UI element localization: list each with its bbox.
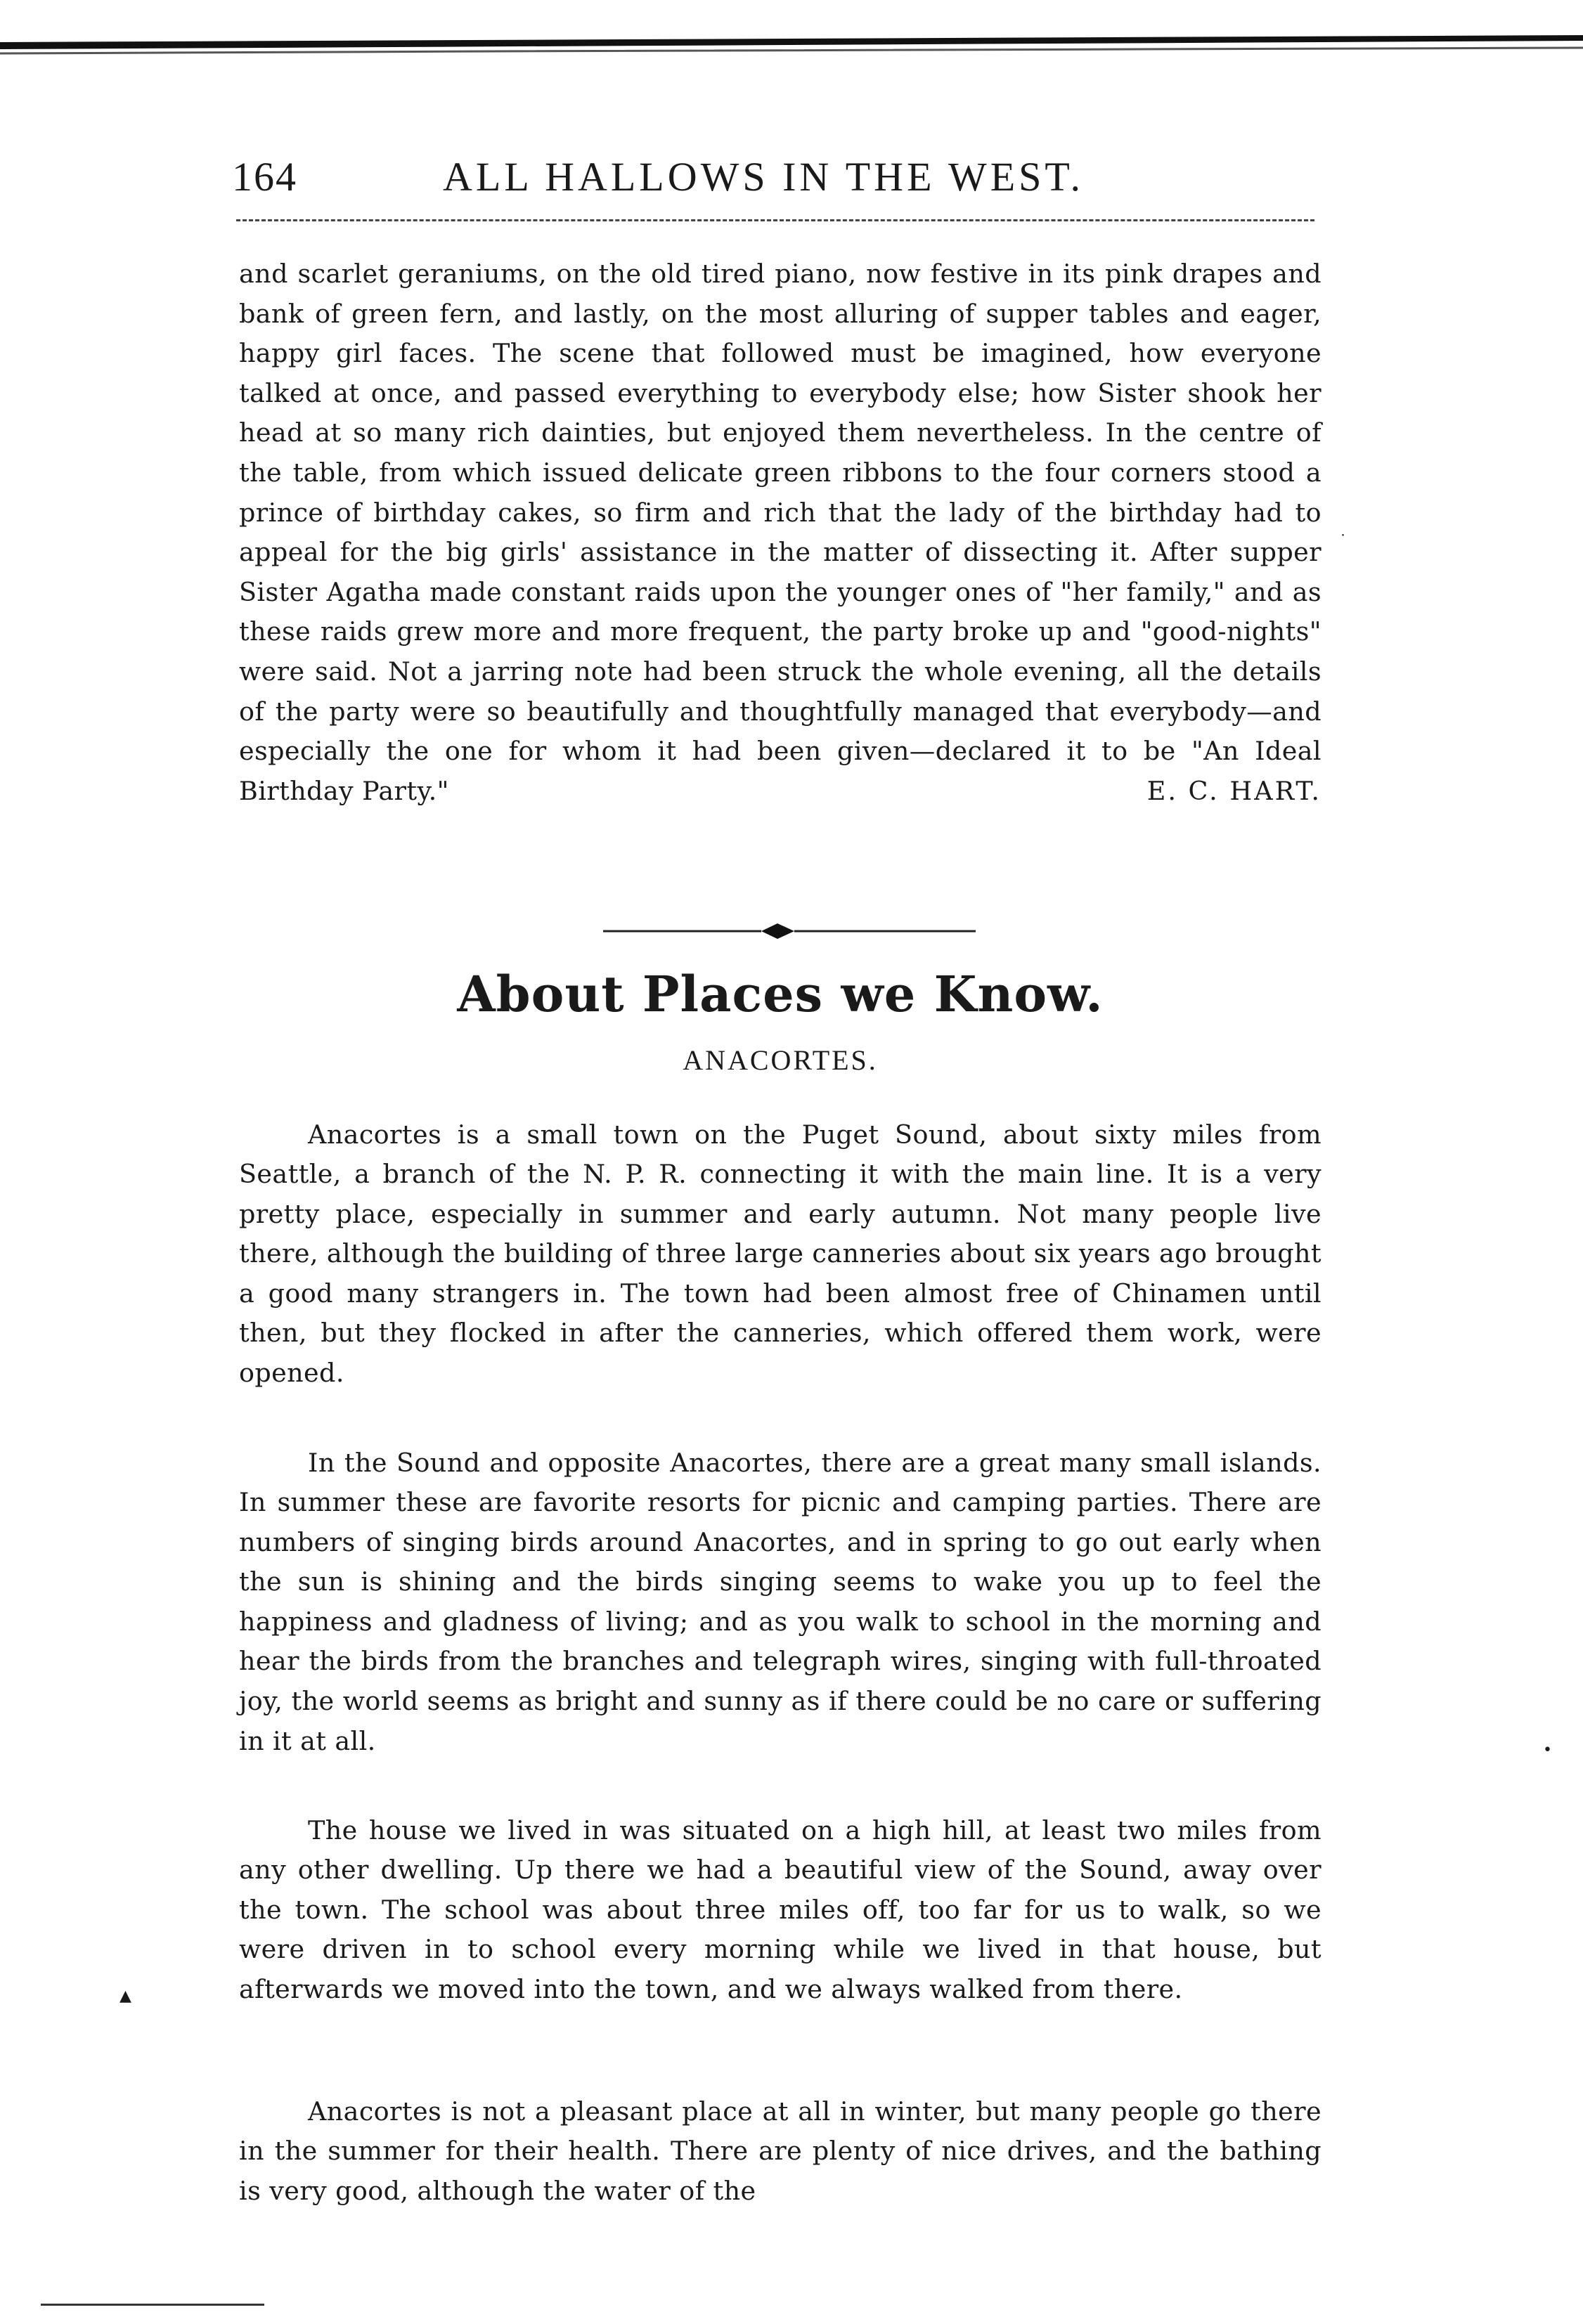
page-number: 164 [232, 154, 297, 200]
anacortes-paragraph-3: The house we lived in was situated on a high hill, at least two miles from any other dwelling. Up there we had a beautiful view of the Sound, away over the town. The school was about three miles off, too far for us to walk, so we were driven in to school every morning while we lived in that house, but afterwards we moved into the town, and we always walked from there. [239, 1815, 1322, 2004]
section-heading: About Places we Know. [457, 965, 1104, 1023]
continued-article-text: and scarlet geraniums, on the old tired piano, now festive in its pink drapes and bank of green fern, and lastly, on the most alluring of supper tables and eager, happy girl faces. The scene that followed must be imagined, how everyone talked at once, and passed everything to everybody else; how Sister shook her head at so many rich dainties, but enjoyed them nevertheless. In the centre of the table, from which issued delicate green ribbons to the four corners stood a prince of birthday cakes, so firm and rich that the lady of the birthday had to appeal for the big girls' assistance in the matter of dissecting it. After supper Sister Agatha made constant raids upon the younger ones of "her family," and as these raids grew more and more frequent, the party broke up and "good-nights" were said. Not a jarring note had been struck the whole evening, all the details of the party were so beautifully and thoughtfully managed that everybody—and especially the one for whom it had been given—declared it to be "An Ideal Birthday Party." [239, 259, 1322, 806]
continued-article [239, 254, 1322, 811]
bottom-edge-rule [41, 2304, 264, 2306]
top-page-edge-rule [0, 0, 1583, 62]
print-speck: ▲ [119, 1987, 131, 2005]
print-speck: • [1543, 1741, 1552, 1759]
author-signature: E. C. HART. [1146, 775, 1322, 806]
running-title: ALL HALLOWS IN THE WEST. [443, 154, 1085, 200]
anacortes-paragraph-1: Anacortes is a small town on the Puget Sound, about sixty miles from Seattle, a branch of the N. P. R. connecting it with the main line. It is a very pretty place, especially in summer and early autumn. Not many people live there, although the building of three large canneries about six years ago brought a good many strangers in. The town had been almost free of Chinamen until then, but they flocked in after the canneries, which offered them work, were opened. [239, 1119, 1322, 1389]
section-subheading: ANACORTES. [683, 1044, 878, 1076]
anacortes-paragraph-2: In the Sound and opposite Anacortes, there are a great many small islands. In summer these are favorite resorts for picnic and camping parties. There are numbers of singing birds around Anacortes, and in spring to go out early when the sun is shining and the birds singing seems to wake you up to feel the happiness and gladness of living; and as you walk to school in the morning and hear the birds from the branches and telegraph wires, singing with full-throated joy, the world seems as bright and sunny as if there could be no care or suffering in it at all. [239, 1447, 1322, 1756]
running-header [232, 153, 1322, 209]
section-divider-ornament [603, 917, 976, 945]
anacortes-paragraph-4: Anacortes is not a pleasant place at all in winter, but many people go there in the summer for their health. There are plenty of nice drives, and the bathing is very good, although the water of the [239, 2096, 1322, 2206]
header-rule [236, 219, 1314, 223]
print-speck: ˙ [1339, 533, 1347, 550]
